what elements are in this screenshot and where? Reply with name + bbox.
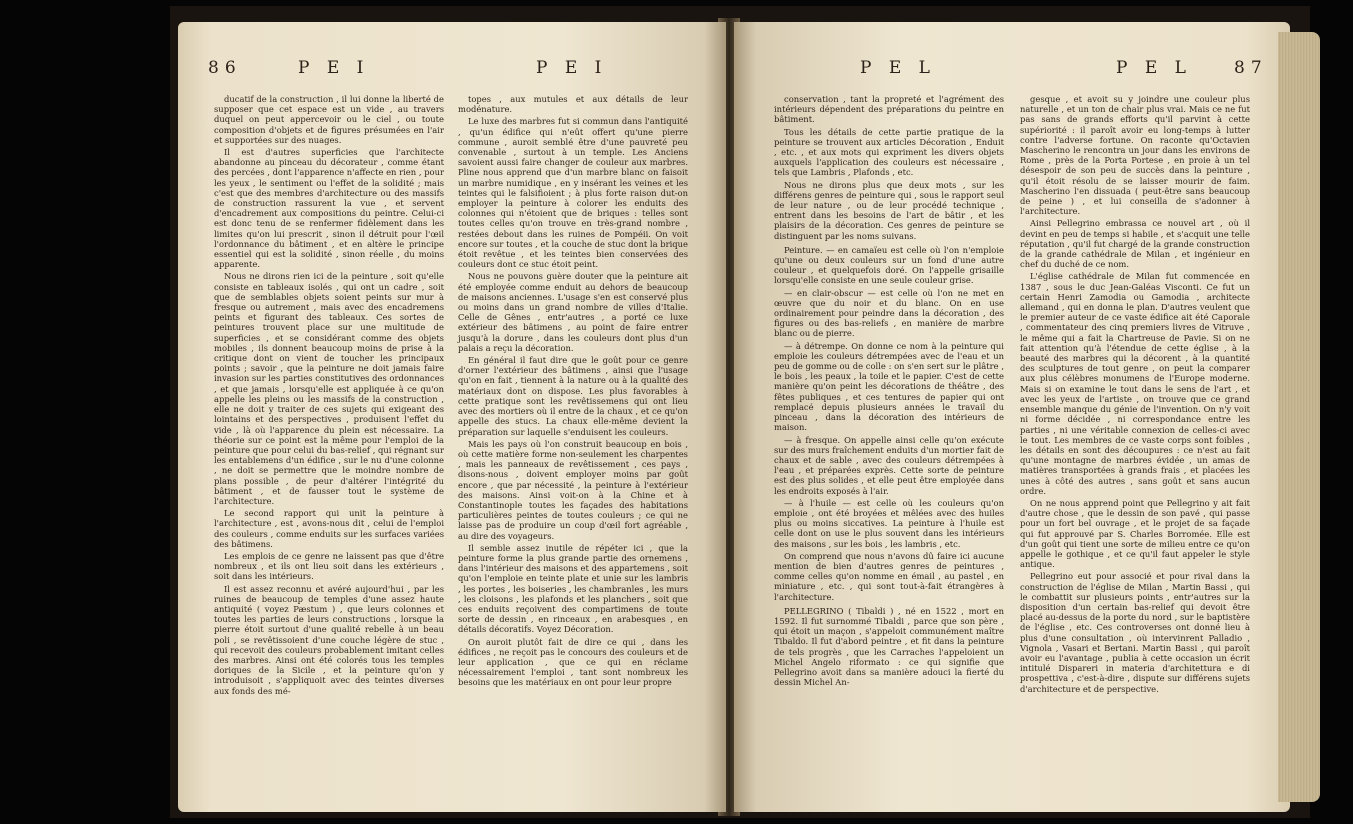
- paragraph: On ne nous apprend point que Pellegrino y ait fait d'autre chose , que le dessin de son pavé , qui passe pour un fort bel ouvrage , et le projet de sa façade qui fut approuvé par S. Charles Borromée. Elle est d'un goût qui tient une sorte de milieu entre ce qu'on appelle le gothique , et ce qu'il faut appeler le style antique.: [1020, 497, 1250, 570]
- paragraph: Nous ne dirons plus que deux mots , sur les différens genres de peinture qui , sous le rapport seul de leur nature , ou de leur procédé technique , entrent dans les besoins de l'art de bâtir , et les plaisirs de la décoration. Ces genres de peinture se distinguent par les noms suivans.: [774, 179, 1004, 241]
- paragraph: conservation , tant la propreté et l'agrément des intérieurs dépendent des préparations du peintre en bâtiment.: [774, 94, 1004, 125]
- paragraph: gesque , et avoit su y joindre une couleur plus naturelle , et un ton de chair plus vrai. Mais ce ne fut pas sans de grands efforts qu'il parvint à cette supériorité : il paroît avoir eu long-temps à lutter contre l'adverse fortune. On raconte qu'Octavien Mascherino le rencontra un jour dans les environs de Rome , près de la Porta Portese , en proie à un tel désespoir de son peu de succès dans la peinture , qu'il étoit résolu de se laisser mourir de faim. Mascherino l'en dissuada ( peut-être sans beaucoup de peine ) , et lui conseilla de s'adonner à l'architecture.: [1020, 94, 1250, 217]
- paragraph: — à l'huile — est celle où les couleurs qu'on emploie , ont été broyées et mêlées avec des huiles plus ou moins siccatives. La peinture à l'huile est celle dont on use le plus souvent dans les intérieurs des maisons , sur les bois , les lambris , etc.: [774, 497, 1004, 549]
- page-number-right: 87: [1234, 58, 1268, 78]
- right-page: [734, 22, 1290, 812]
- paragraph: En général il faut dire que le goût pour ce genre d'orner l'extérieur des bâtimens , ainsi que l'usage qu'on en fait , tiennent à la nature ou à la qualité des matériaux dont on dispose. Les plus favorables à cette pratique sont les revêtissemens qui ont lieu avec des mortiers où il entre de la chaux , et ce qu'on appelle des stucs. La chaux elle-même devient la préparation sur laquelle s'enduisent les couleurs.: [458, 355, 688, 437]
- paragraph: Il est d'autres superficies que l'architecte abandonne au pinceau du décorateur , comme étant des percées , dont l'apparence n'affecte en rien , pour les yeux , le sentiment ou l'effet de la solidité ; mais c'est que des membres d'architecture ou des massifs de construction rassurent la vue , et servent d'encadrement aux compositions du peintre. Celui-ci est donc tenu de se renfermer fidèlement dans les limites qu'on lui prescrit , sinon il détruit pour l'œil l'ordonnance du bâtiment , et en altère le principe essentiel qui est la solidité , sinon réelle , du moins apparente.: [214, 147, 444, 270]
- left-page: [178, 22, 726, 812]
- running-head-left-1: P E I: [298, 58, 370, 78]
- paragraph: Le second rapport qui unit la peinture à l'architecture , est , avons-nous dit , celui de l'emploi des couleurs , comme enduits sur les surfaces variées des bâtimens.: [214, 508, 444, 549]
- paragraph: — à détrempe. On donne ce nom à la peinture qui emploie les couleurs détrempées avec de l'eau et un peu de gomme ou de colle : on s'en sert sur le plâtre , le bois , les peaux , la toile et le papier. C'est de cette manière qu'on peint les décorations de théâtre , des fêtes publiques , et ces tentures de papier qui ont remplacé depuis plusieurs années le travail du pinceau , dans la décoration des intérieurs de maison.: [774, 340, 1004, 433]
- open-book: [170, 6, 1310, 818]
- paragraph: ducatif de la construction , il lui donne la liberté de supposer que cet espace est un vide , au travers duquel on peut appercevoir ou le ciel , ou toute composition d'objets et de figures présumées en l'air et supportées sur des nuages.: [214, 94, 444, 145]
- running-head-left-2: P E I: [536, 58, 608, 78]
- paragraph: topes , aux mutules et aux détails de leur modénature.: [458, 94, 688, 115]
- paragraph: Il semble assez inutile de répéter ici , que la peinture forme la plus grande partie des ornemens , dans l'intérieur des maisons et des appartemens , soit qu'on l'emploie en teinte plate et unie sur les lambris , les portes , les boiseries , les chambranles , les murs , les cloisons , les plafonds et les planchers , soit que ces enduits reçoivent des compartimens de toute sorte de dessin , en rinceaux , en arabesques , en détails décoratifs. Voyez Décoration.: [458, 542, 688, 635]
- paragraph: Le luxe des marbres fut si commun dans l'antiquité , qu'un édifice qui n'eût offert qu'une pierre commune , auroit semblé être d'une pauvreté peu convenable , surtout à un temple. Les Anciens savoient aussi faire changer de couleur aux marbres. Pline nous apprend que d'un marbre blanc on faisoit un marbre numidique , en y insérant les veines et les teintes qui le falsifioient ; à plus forte raison dut-on employer la peinture à colorer les enduits des colonnes qui n'étoient que de briques : telles sont toutes celles qu'on trouve en très-grand nombre , restées debout dans les ruines de Pompéii. On voit encore sur toutes , et la couche de stuc dont la brique étoit revêtue , et les teintes bien conservées des couleurs dont ce stuc étoit peint.: [458, 116, 688, 270]
- paragraph: Nous ne pouvons guère douter que la peinture ait été employée comme enduit au dehors de beaucoup de maisons anciennes. L'usage s'en est conservé plus ou moins dans un grand nombre de villes d'Italie. Celle de Gênes , entr'autres , a porté ce luxe extérieur des bâtimens , au point de faire entrer jusqu'à la dorure , dans les couleurs dont plus d'un palais a reçu la décoration.: [458, 271, 688, 353]
- paragraph: Les emplois de ce genre ne laissent pas que d'être nombreux , et ils ont lieu soit dans les extérieurs , soit dans les intérieurs.: [214, 550, 444, 582]
- paragraph: Tous les détails de cette partie pratique de la peinture se trouvent aux articles Décoration , Enduit , etc. , et aux mots qui expriment les divers objets auxquels l'application des couleurs est nécessaire , tels que Lambris , Plafonds , etc.: [774, 126, 1004, 178]
- left-column-1: [214, 94, 444, 698]
- left-column-2: [458, 94, 688, 690]
- paragraph: Nous ne dirons rien ici de la peinture , soit qu'elle consiste en tableaux isolés , qui ont un cadre , soit que de semblables objets soient peints sur mur à fresque ou autrement , mais avec des encadremens peints et figurant des tableaux. Ces sortes de peintures trouvent place sur une multitude de superficies , et se considérant comme des objets mobiles , ils donnent beaucoup moins de prise à la critique dont on vient de toucher les principaux points ; savoir , que la peinture ne doit jamais faire invasion sur les parties constitutives des ordonnances , et que jamais , lorsqu'elle est appliquée à ce qu'on appelle les pleins ou les massifs de la construction , elle ne doit y traiter de ces sujets qui exigeant des lointains et des perspectives , produisent l'effet du vide , là où l'apparence du plein est nécessaire. La théorie sur ce point est la même pour l'emploi de la peinture que pour celui du bas-relief , qui régnant sur les entablemens d'un édifice , sur le nu d'une colonne , ne doit se permettre que le moindre nombre de plans possible , de peur d'altérer l'intégrité du bâtiment , et de fausser tout le système de l'architecture.: [214, 271, 444, 506]
- page-number-left: 86: [208, 58, 242, 78]
- paragraph: Il est assez reconnu et avéré aujourd'hui , par les ruines de beaucoup de temples d'une assez haute antiquité ( voyez Pæstum ) , que leurs colonnes et toutes les parties de leurs constructions , lorsque la pierre étoit surtout d'une qualité rebelle à un beau poli , se revêtissoient d'une couche légère de stuc , qui recevoit des couleurs probablement imitant celles des marbres. Ainsi ont été colorés tous les temples doriques de la Sicile , et la peinture qu'on y introduisoit , s'appliquoit avec des teintes diverses aux fonds des mé-: [214, 583, 444, 696]
- paragraph: On auroit plutôt fait de dire ce qui , dans les édifices , ne reçoit pas le concours des couleurs et de leur application , que ce qui en réclame nécessairement l'emploi , tant sont nombreux les besoins que les matériaux en ont pour leur propre: [458, 636, 688, 688]
- paragraph: Ainsi Pellegrino embrassa ce nouvel art , où il devint en peu de temps si habile , et s'acquit une telle réputation , qu'il fut chargé de la grande construction de la grande cathédrale de Milan , et ingénieur en chef du duché de ce nom.: [1020, 218, 1250, 270]
- paragraph: Peinture. — en camaïeu est celle où l'on n'emploie qu'une ou deux couleurs sur un fond d'une autre couleur , et quelquefois doré. On l'appelle grisaille lorsqu'elle consiste en une seule couleur grise.: [774, 244, 1004, 286]
- paragraph: Pellegrino eut pour associé et pour rival dans la construction de l'église de Milan , Martin Bassi , qui le combattit sur plusieurs points , entr'autres sur la disposition d'un certain bas-relief qui devoit être placé au-dessus de la porte du nord , sur le baptistère de l'église , etc. Ces controverses ont donné lieu à plus d'une consultation , où intervinrent Palladio , Vignola , Vasari et Bertani. Martin Bassi , qui paroît avoir eu l'avantage , publia à cette occasion un écrit intitulé Dispareri in materia d'architettura e di prospettiva , c'est-à-dire , dispute sur différens sujets d'architecture et de perspective.: [1020, 571, 1250, 694]
- right-column-2: [1020, 94, 1250, 696]
- running-head-right-2: P E L: [1116, 58, 1192, 78]
- paragraph: — à fresque. On appelle ainsi celle qu'on exécute sur des murs fraîchement enduits d'un mortier fait de chaux et de sable , avec des couleurs détrempées à l'eau , et préparées exprès. Cette sorte de peinture est des plus solides , et elle peut être employée dans les endroits exposés à l'air.: [774, 434, 1004, 496]
- paragraph: On comprend que nous n'avons dû faire ici aucune mention de bien d'autres genres de peintures , comme celles qu'on nomme en émail , au pastel , en miniature , etc. , qui sont tout-à-fait étrangères à l'architecture.: [774, 550, 1004, 602]
- paragraph: L'église cathédrale de Milan fut commencée en 1387 , sous le duc Jean-Galéas Visconti. Ce fut un certain Henri Zamodia ou Gamodia , architecte allemand , qui en donna le plan. D'autres veulent que le premier auteur de ce vaste édifice ait été Caporale , commentateur des cinq premiers livres de Vitruve , le même qui a fait la Chartreuse de Pavie. Si on ne fait attention qu'à l'étendue de cette église , à la beauté des marbres qui la décorent , à la quantité des sculptures de tout genre , on peut la comparer aux plus célèbres monumens de l'Europe moderne. Mais si on examine le tout dans le sens de l'art , et avec les yeux de l'artiste , on trouve que ce grand ensemble manque du génie de l'invention. On n'y voit ni forme décidée , ni correspondance entre les parties , ni une véritable connexion de celles-ci avec le tout. Les membres de ce vaste corps sont foibles , les détails en sont des découpures : ce n'est au fait qu'une montagne de marbres évidée , un amas de matières transportées à grands frais , et placées les unes à côté des autres , sans goût et sans aucun ordre.: [1020, 271, 1250, 496]
- paragraph: — en clair-obscur — est celle où l'on ne met en œuvre que du noir et du blanc. On en use ordinairement pour peindre dans la décoration , des figures ou des bas-reliefs , en manière de marbre blanc ou de pierre.: [774, 287, 1004, 339]
- page-edges: [1278, 32, 1320, 802]
- paragraph: PELLEGRINO ( Tibaldi ) , né en 1522 , mort en 1592. Il fut surnommé Tibaldi , parce que son père , qui étoit un maçon , s'appeloit communément maître Tibaldo. Il fut d'abord peintre , et fit dans la peinture de tels progrès , que les Carraches l'appeloient un Michel Angelo riformato : ce qui signifie que Pellegrino avoit dans sa manière adouci la fierté du dessin Michel An-: [774, 605, 1004, 688]
- right-column-1: [774, 94, 1004, 689]
- running-head-right-1: P E L: [860, 58, 936, 78]
- paragraph: Mais les pays où l'on construit beaucoup en bois , où cette matière forme non-seulement les charpentes , mais les panneaux de revêtissement , ces pays , disons-nous , doivent employer moins par goût encore , que par nécessité , la peinture à l'extérieur des maisons. Ainsi voit-on à la Chine et à Constantinople toutes les façades des habitations particulières peintes de toutes couleurs ; ce qui ne laisse pas de produire un coup d'œil fort agréable , au dire des voyageurs.: [458, 438, 688, 541]
